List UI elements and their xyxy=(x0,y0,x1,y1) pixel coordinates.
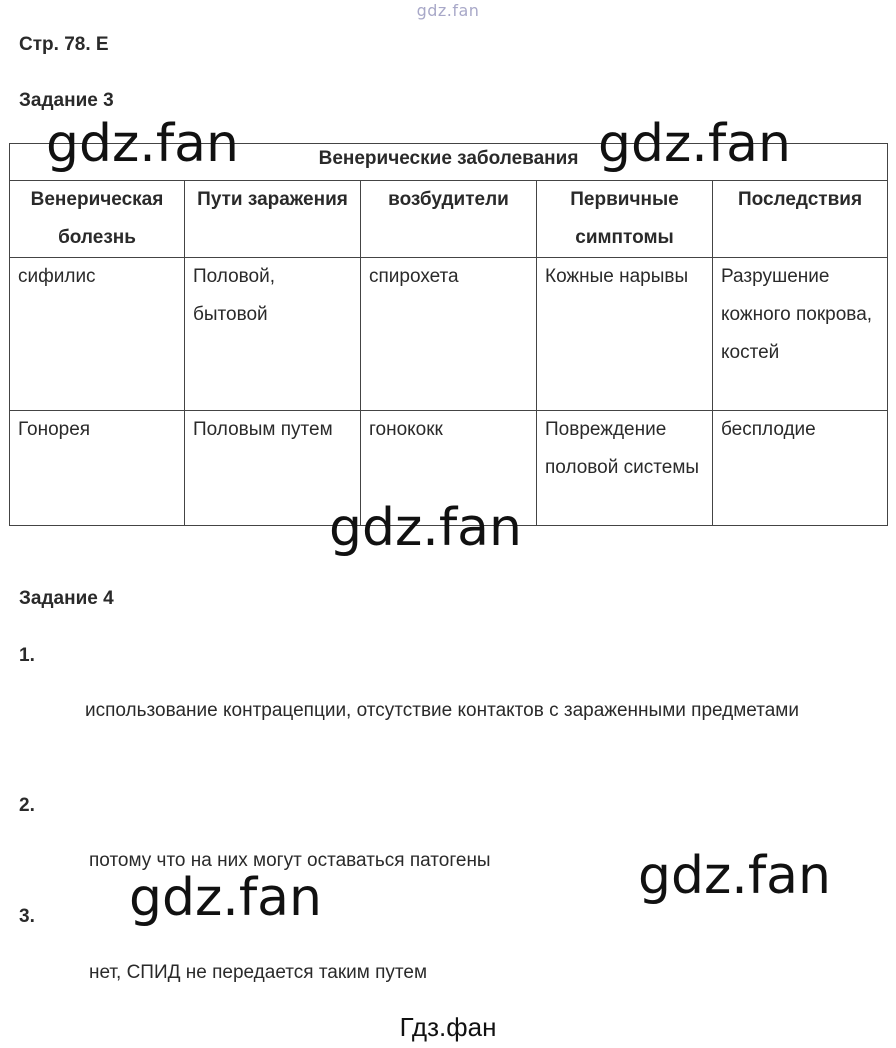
footer-text: Гдз.фан xyxy=(399,1012,497,1042)
watermark: gdz.fan xyxy=(129,868,322,928)
watermark: gdz.fan xyxy=(638,846,831,906)
item-number: 1. xyxy=(19,645,35,666)
column-header: Пути заражения xyxy=(185,181,361,258)
answer-text: использование контрацепции, отсутствие контактов с зараженными предметами xyxy=(85,700,799,721)
item-number: 2. xyxy=(19,795,35,816)
watermark: gdz.fan xyxy=(598,114,791,174)
table-caption: Венерические заболевания xyxy=(10,144,888,181)
watermark: gdz.fan xyxy=(329,498,522,558)
table-cell: Кожные нарывы xyxy=(537,258,713,411)
task3-title: Задание 3 xyxy=(19,90,114,111)
item-number: 3. xyxy=(19,906,35,927)
table-cell: Разрушение кожного покрова, костей xyxy=(713,258,888,411)
table-cell: сифилис xyxy=(10,258,185,411)
column-header: возбудители xyxy=(361,181,537,258)
column-header: Последствия xyxy=(713,181,888,258)
diseases-table xyxy=(9,143,888,526)
table-cell: Гонорея xyxy=(10,411,185,526)
table-cell: Повреждение половой системы xyxy=(537,411,713,526)
table-cell: спирохета xyxy=(361,258,537,411)
table-cell: гонококк xyxy=(361,411,537,526)
answer-text: потому что на них могут оставаться патогены xyxy=(89,850,491,871)
task4-title: Задание 4 xyxy=(19,588,114,609)
table-cell: Половым путем xyxy=(185,411,361,526)
column-header: Венерическая болезнь xyxy=(10,181,185,258)
answer-text: нет, СПИД не передается таким путем xyxy=(89,962,428,983)
page-heading: Стр. 78. Е xyxy=(19,34,109,55)
table-cell: Половой, бытовой xyxy=(185,258,361,411)
top-watermark: gdz.fan xyxy=(416,1,480,20)
table-row xyxy=(10,258,888,411)
column-header: Первичные симптомы xyxy=(537,181,713,258)
table-cell: бесплодие xyxy=(713,411,888,526)
watermark: gdz.fan xyxy=(46,114,239,174)
